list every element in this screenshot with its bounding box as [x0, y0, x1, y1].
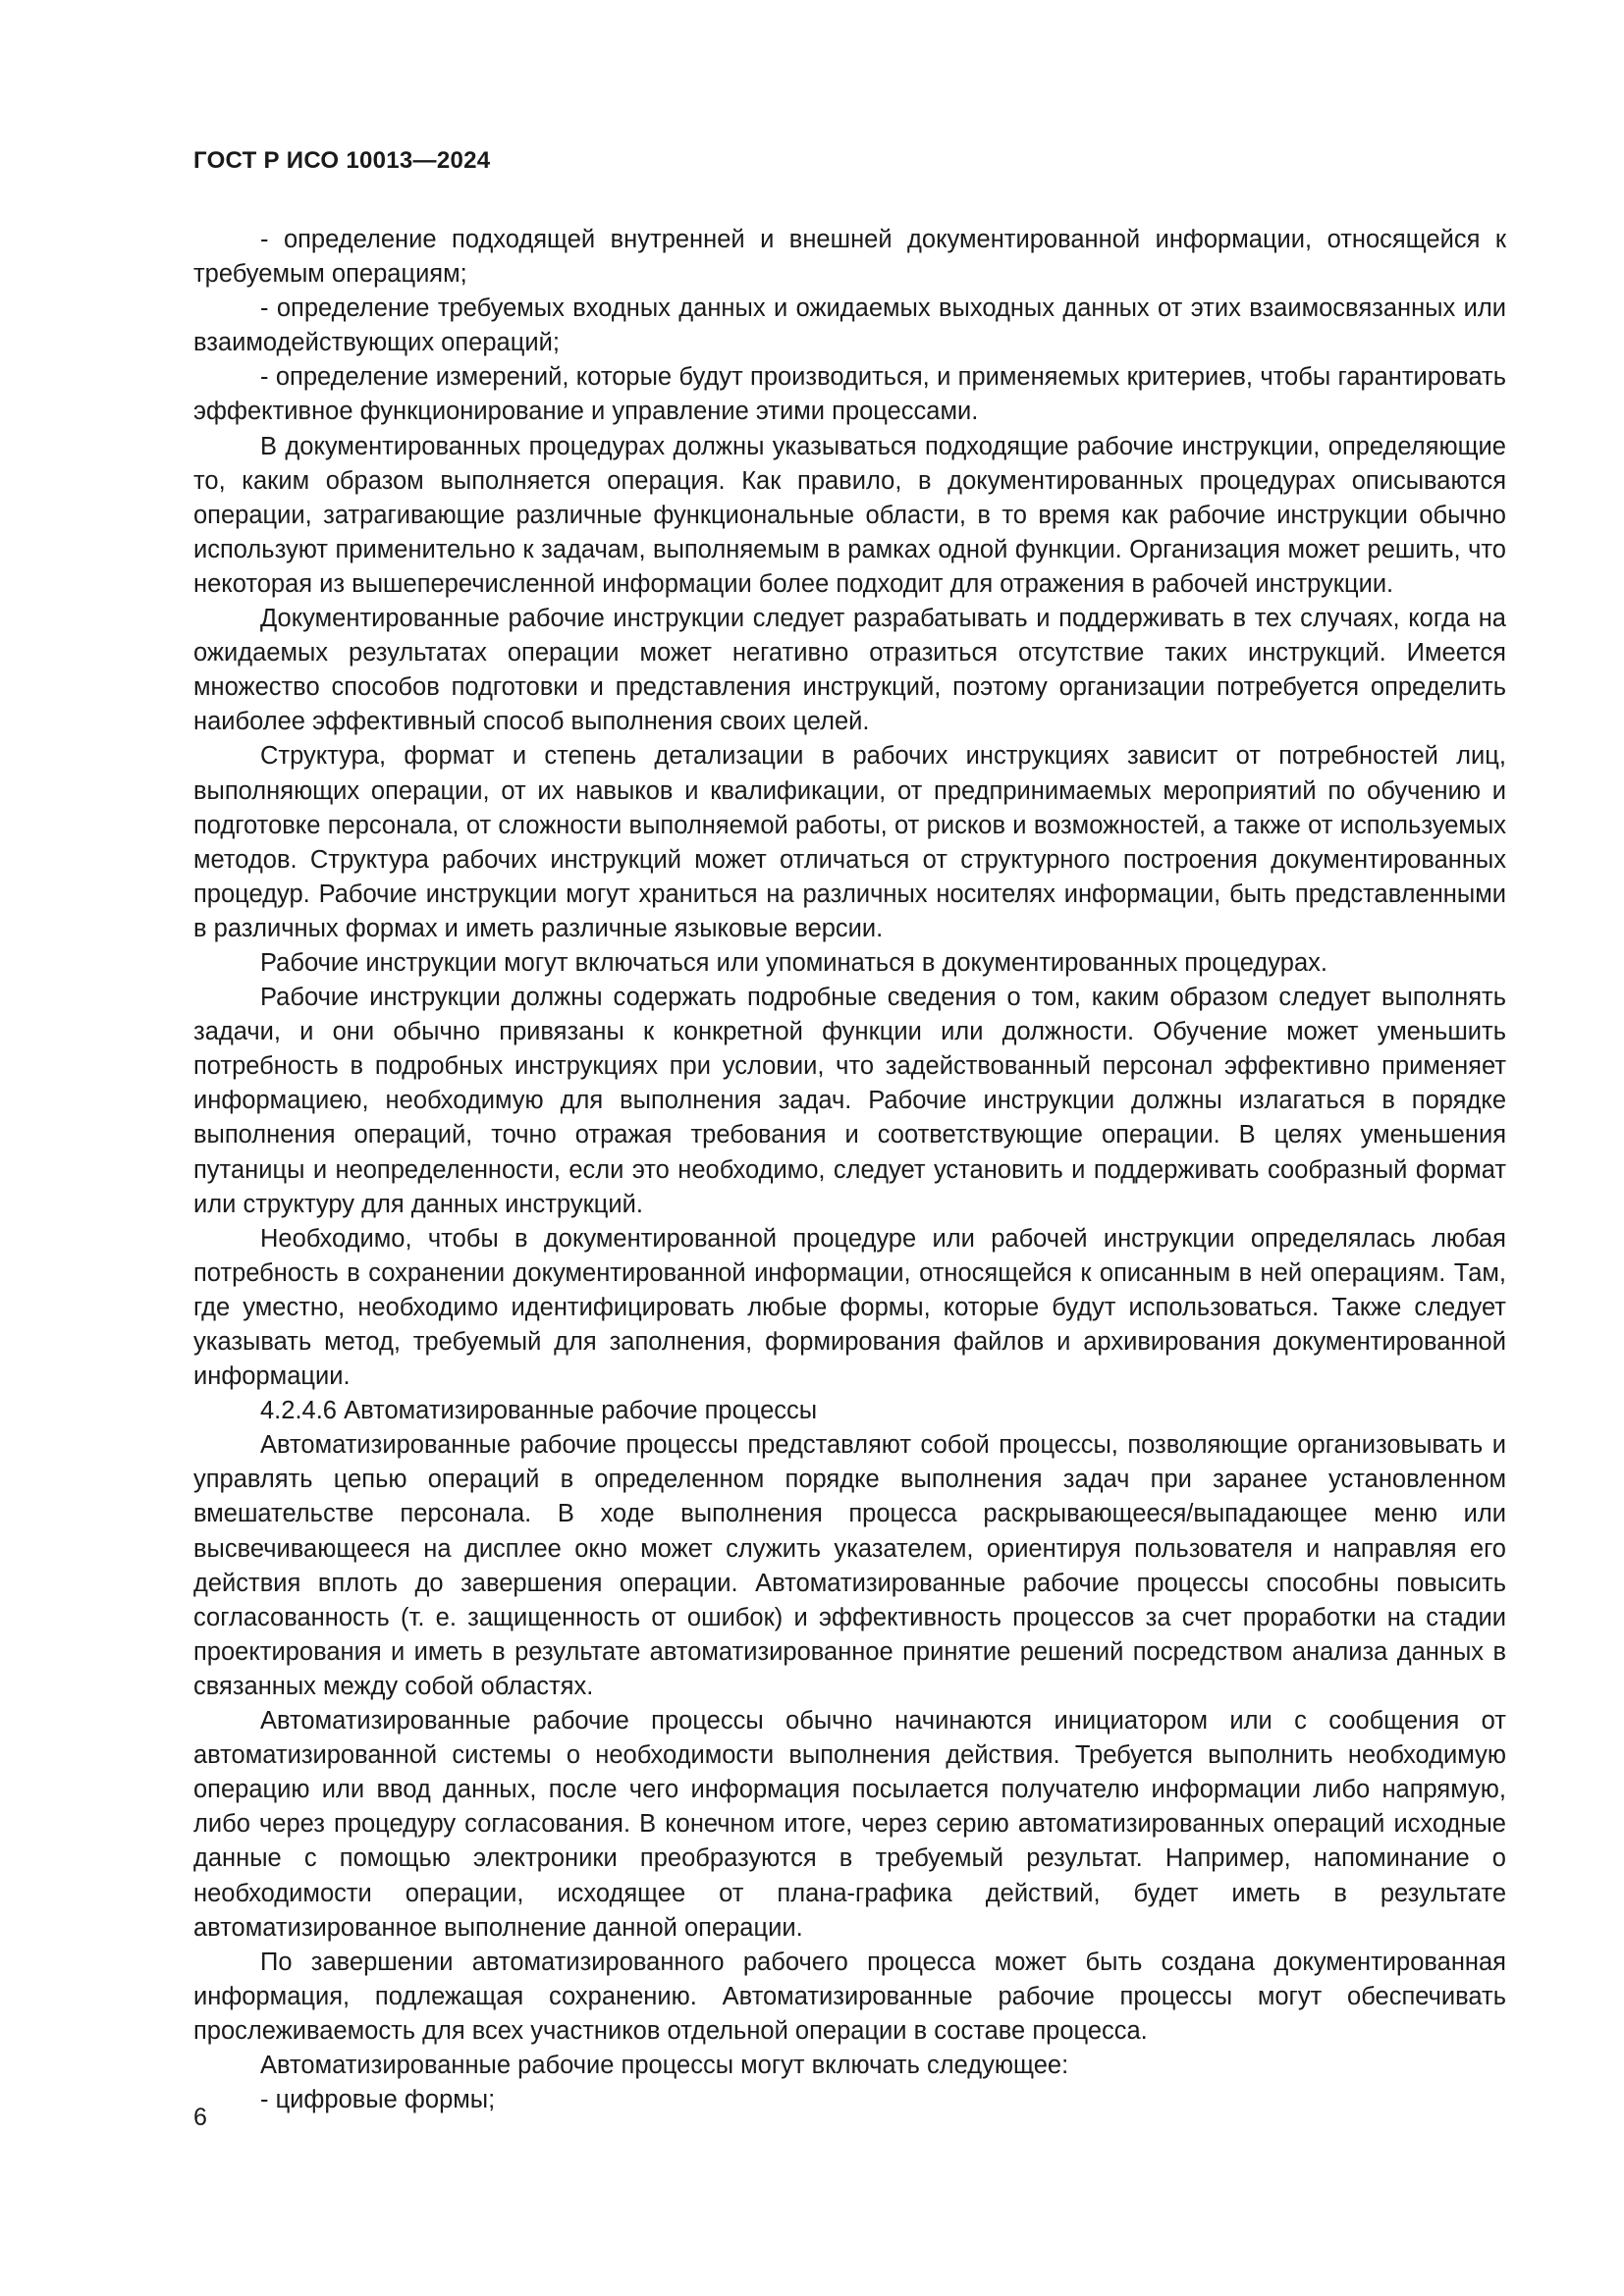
list-item: - определение подходящей внутренней и внешней документированной информации, относящейся к требуемым операциям;	[193, 226, 1506, 289]
paragraph: Необходимо, чтобы в документированной процедуре или рабочей инструкции определялась любая потребность в сохранении документированной информации, относящейся к описанным в ней операциям. Там, где уместно, необходимо идентифицировать любые формы, которые будут использоваться. Также следует указывать метод, требуемый для заполнения, формирования файлов и архивирования документированной информации.	[193, 1224, 1506, 1391]
paragraph: Структура, формат и степень детализации в рабочих инструкциях зависит от потребностей лиц, выполняющих операции, от их навыков и квалификации, от предпринимаемых мероприятий по обучению и подготовке персонала, от сложности выполняемой работы, от рисков и возможностей, а также от используемых методов. Структура рабочих инструкций может отличаться от структурного построения документированных процедур. Рабочие инструкции могут храниться на различных носителях информации, быть представленными в различных формах и иметь различные языковые версии.	[193, 742, 1506, 942]
paragraph: Рабочие инструкции должны содержать подробные сведения о том, каким образом следует выполнять задачи, и они обычно привязаны к конкретной функции или должности. Обучение может уменьшить потребность в подробных инструкциях при условии, что задействованный персонал эффективно применяет информациею, необходимую для выполнения задач. Рабочие инструкции должны излагаться в порядке выполнения операций, точно отражая требования и соответствующие операции. В целях уменьшения путаницы и неопределенности, если это необходимо, следует установить и поддерживать сообразный формат или структуру для данных инструкций.	[193, 984, 1506, 1218]
document-standard-code: ГОСТ Р ИСО 10013—2024	[193, 147, 491, 174]
list-item: - определение требуемых входных данных и ожидаемых выходных данных от этих взаимосвязанных или взаимодействующих операций;	[193, 294, 1506, 357]
document-body	[193, 223, 1506, 2117]
page-number: 6	[193, 2104, 207, 2131]
paragraph: Автоматизированные рабочие процессы могут включать следующее:	[260, 2051, 1069, 2079]
paragraph: Рабочие инструкции могут включаться или упоминаться в документированных процедурах.	[260, 948, 1327, 977]
paragraph: Документированные рабочие инструкции следует разрабатывать и поддерживать в тех случаях, когда на ожидаемых результатах операции может негативно отразиться отсутствие таких инструкций. Имеется множество способов подготовки и представления инструкций, поэтому организации потребуется определить наиболее эффективный способ выполнения своих целей.	[193, 605, 1506, 736]
paragraph: Автоматизированные рабочие процессы представляют собой процессы, позволяющие организовывать и управлять цепью операций в определенном порядке выполнения задач при заранее установленном вмешательстве персонала. В ходе выполнения процесса раскрывающееся/выпадающее меню или высвечивающееся на дисплее окно может служить указателем, ориентируя пользователя и направляя его действия вплоть до завершения операции. Автоматизированные рабочие процессы способны повысить согласованность (т. е. защищенность от ошибок) и эффективность процессов за счет проработки на стадии проектирования и иметь в результате автоматизированное принятие решений посредством анализа данных в связанных между собой областях.	[193, 1431, 1506, 1700]
paragraph: Автоматизированные рабочие процессы обычно начинаются инициатором или с сообщения от автоматизированной системы о необходимости выполнения действия. Требуется выполнить необходимую операцию или ввод данных, после чего информация посылается получателю информации либо напрямую, либо через процедуру согласования. В конечном итоге, через серию автоматизированных операций исходные данные с помощью электроники преобразуются в требуемый результат. Например, напоминание о необходимости операции, исходящее от плана-графика действий, будет иметь в результате автоматизированное выполнение данной операции.	[193, 1707, 1506, 1942]
paragraph: По завершении автоматизированного рабочего процесса может быть создана документированная информация, подлежащая сохранению. Автоматизированные рабочие процессы могут обеспечивать прослеживаемость для всех участников отдельной операции в составе процесса.	[193, 1948, 1506, 2045]
list-item: - цифровые формы;	[260, 2086, 496, 2114]
list-item: - определение измерений, которые будут производиться, и применяемых критериев, чтобы гарантировать эффективное функционирование и управление этими процессами.	[193, 363, 1506, 426]
paragraph: В документированных процедурах должны указываться подходящие рабочие инструкции, определяющие то, каким образом выполняется операция. Как правило, в документированных процедурах описываются операции, затрагивающие различные функциональные области, в то время как рабочие инструкции обычно используют применительно к задачам, выполняемым в рамках одной функции. Организация может решить, что некоторая из вышеперечисленной информации более подходит для отражения в рабочей инструкции.	[193, 432, 1506, 598]
section-heading: 4.2.4.6 Автоматизированные рабочие процессы	[260, 1397, 818, 1425]
